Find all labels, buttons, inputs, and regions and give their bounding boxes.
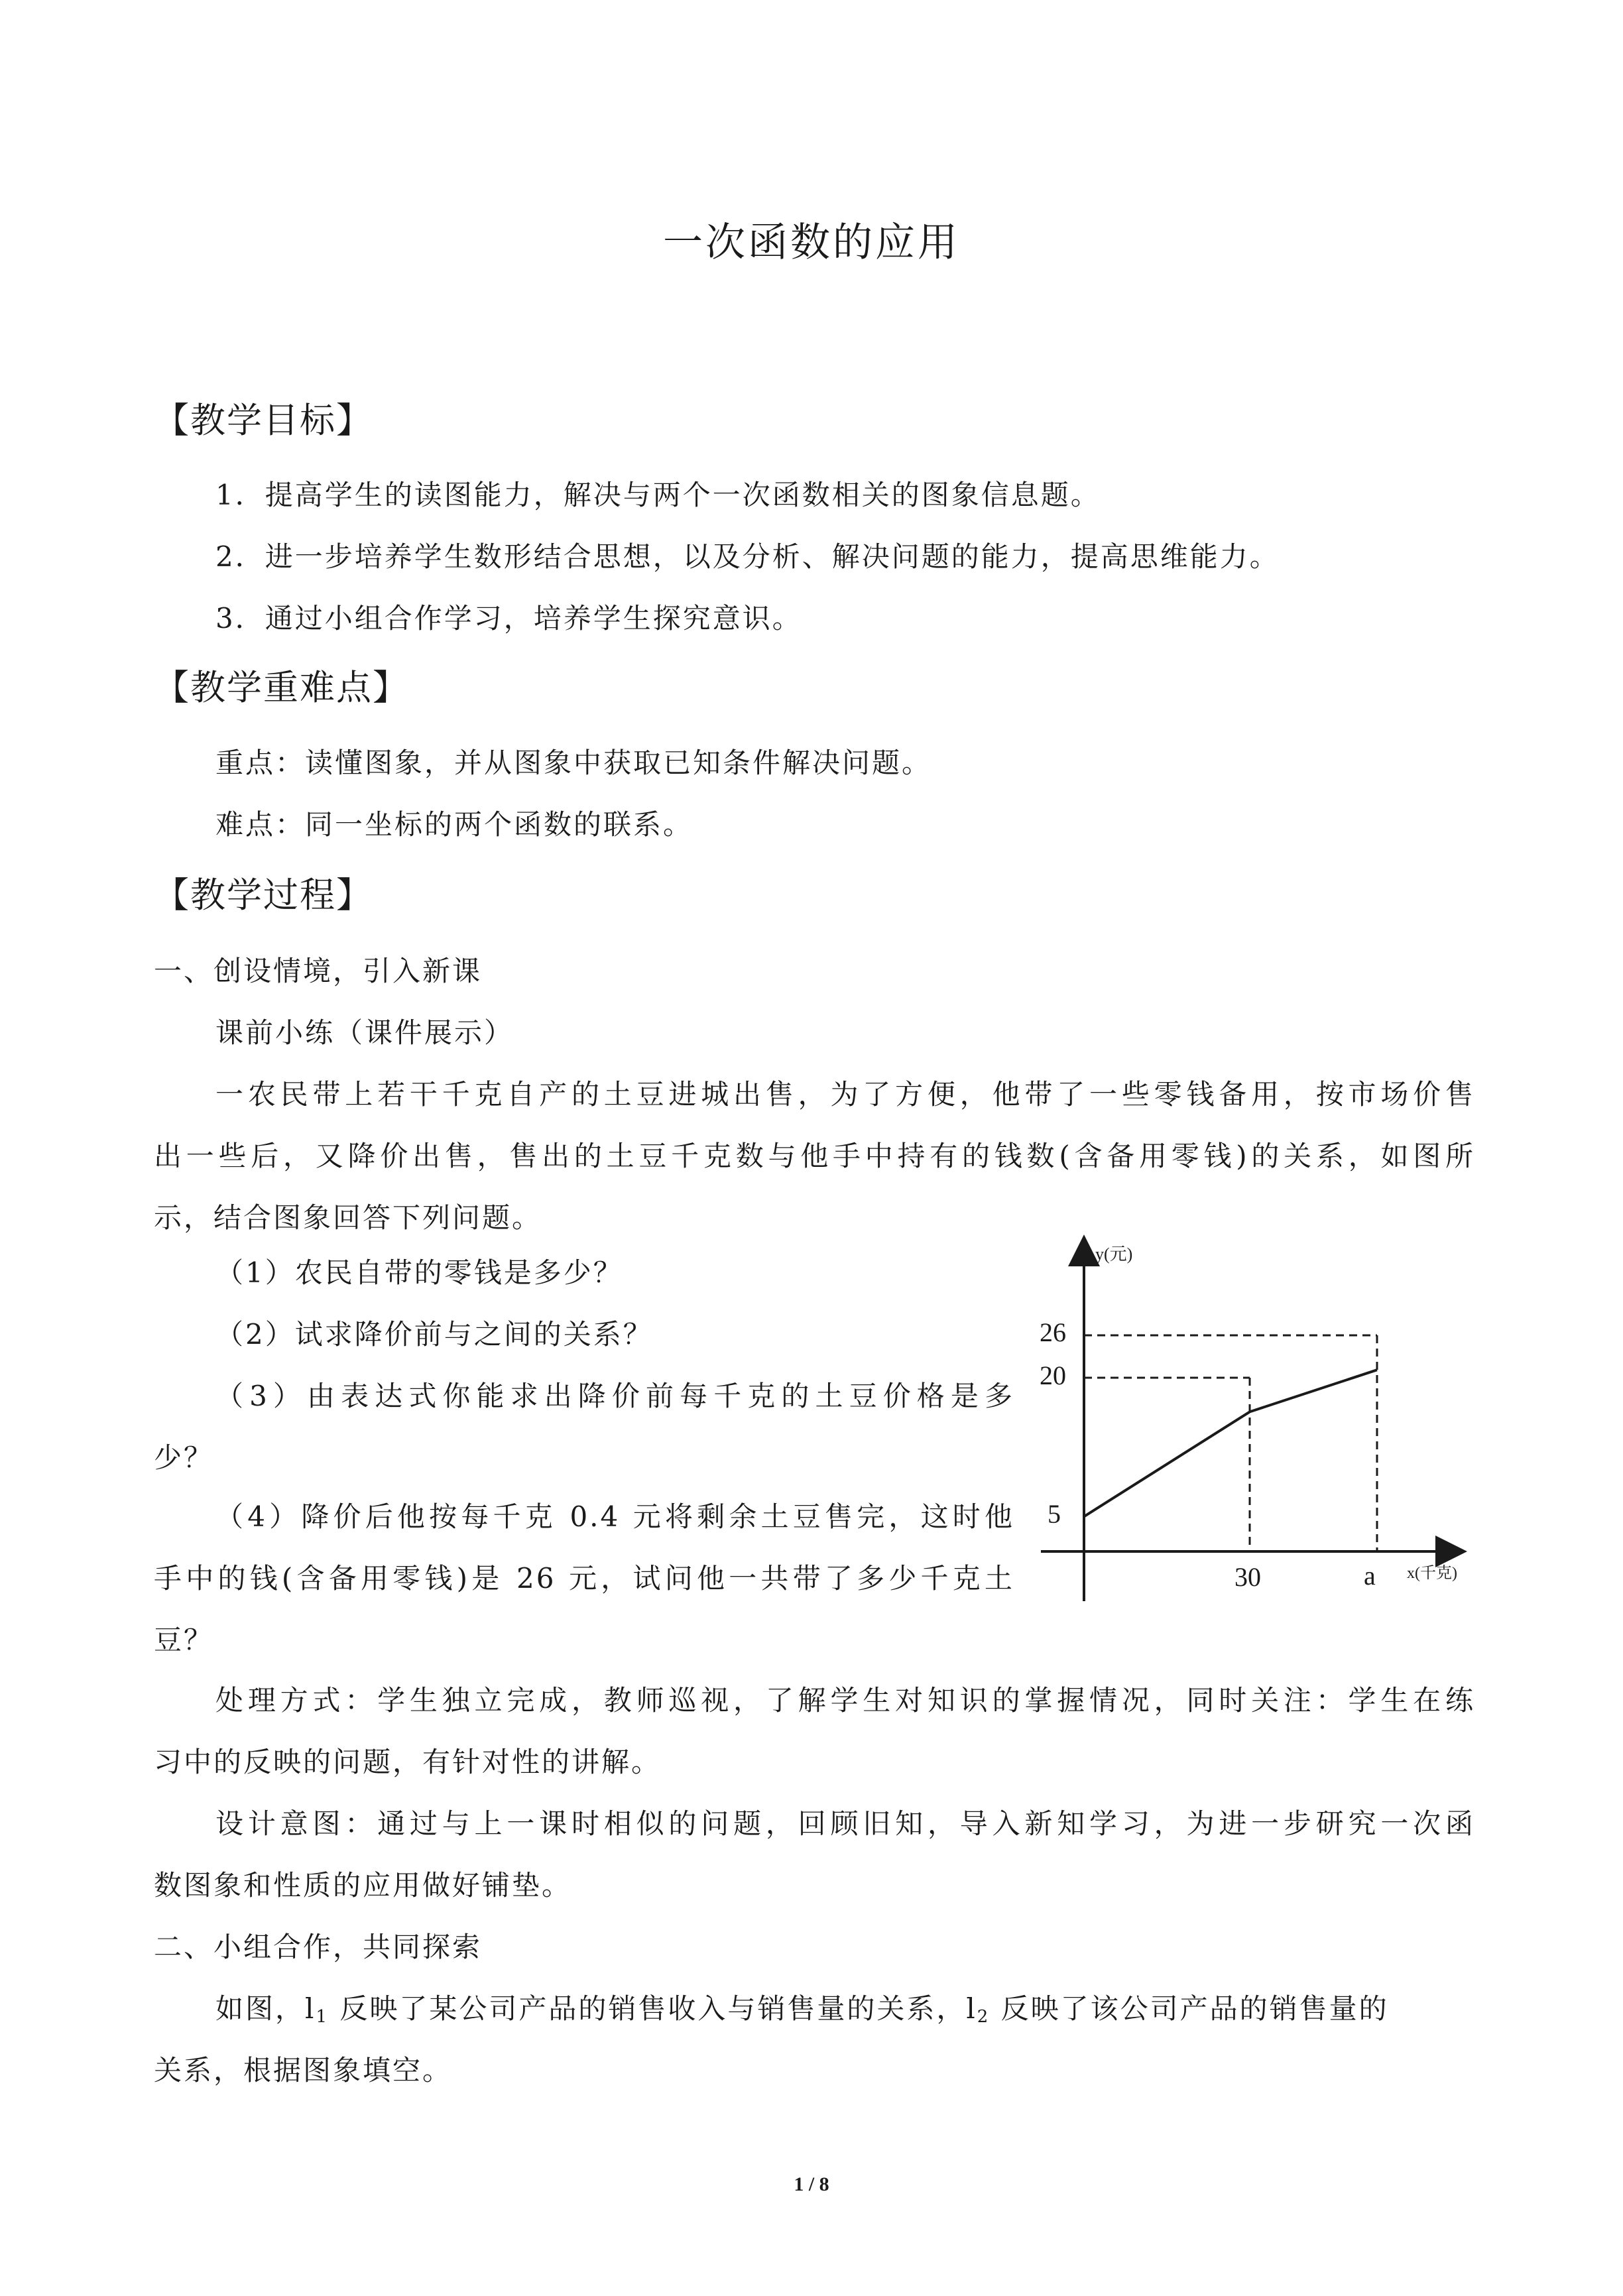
key-point: 重点：读懂图象，并从图象中获取已知条件解决问题。 (215, 747, 932, 779)
problem-line-1: 一农民带上若干千克自产的土豆进城出售，为了方便，他带了一些零钱备用，按市场价售 (215, 1078, 1475, 1111)
question-4-line-1: （4）降价后他按每千克 0.4 元将剩余土豆售完，这时他 (215, 1500, 1014, 1533)
intent-line-2: 数图象和性质的应用做好铺垫。 (154, 1869, 572, 1902)
function-graph (1034, 1233, 1485, 1618)
goal-item-2: 2．进一步培养学生数形结合思想，以及分析、解决问题的能力，提高思维能力。 (215, 540, 1280, 573)
part2-title: 二、小组合作，共同探索 (154, 1931, 483, 1963)
x-axis-label: x(千克) (1407, 1565, 1457, 1582)
question-2: （2）试求降价前与之间的关系？ (215, 1318, 653, 1351)
x-tick-a: a (1364, 1561, 1376, 1591)
method-line-2: 习中的反映的问题，有针对性的讲解。 (154, 1746, 662, 1778)
part1-title: 一、创设情境，引入新课 (154, 955, 483, 987)
question-1: （1）农民自带的零钱是多少？ (215, 1256, 623, 1289)
intent-line-1: 设计意图：通过与上一课时相似的问题，回顾旧知，导入新知学习，为进一步研究一次函 (215, 1807, 1475, 1840)
section-heading-goals: 【教学目标】 (154, 400, 373, 441)
question-3-line-2: 少？ (154, 1441, 214, 1474)
question-4-line-3: 豆？ (154, 1624, 214, 1656)
x-tick-30: 30 (1234, 1562, 1261, 1592)
y-tick-26: 26 (1040, 1317, 1066, 1347)
problem-line-2: 出一些后，又降价出售，售出的土豆千克数与他手中持有的钱数(含备用零钱)的关系，如图所 (154, 1140, 1475, 1172)
problem-line-3: 示，结合图象回答下列问题。 (154, 1201, 542, 1234)
page-title: 一次函数的应用 (663, 219, 960, 266)
y-axis-label: y(元) (1095, 1244, 1133, 1264)
question-3-line-1: （3）由表达式你能求出降价前每千克的土豆价格是多 (215, 1380, 1014, 1412)
method-line-1: 处理方式：学生独立完成，教师巡视，了解学生对知识的掌握情况，同时关注：学生在练 (215, 1684, 1475, 1717)
series-line (1084, 1370, 1377, 1516)
section-heading-key-points: 【教学重难点】 (154, 668, 409, 708)
question-4-line-2: 手中的钱(含备用零钱)是 26 元，试问他一共带了多少千克土 (154, 1562, 1014, 1595)
goal-item-1: 1．提高学生的读图能力，解决与两个一次函数相关的图象信息题。 (215, 479, 1101, 511)
difficult-point: 难点：同一坐标的两个函数的联系。 (215, 808, 693, 841)
page-number: 1 / 8 (794, 2173, 829, 2195)
y-tick-20: 20 (1040, 1360, 1066, 1390)
goal-item-3: 3．通过小组合作学习，培养学生探究意识。 (215, 602, 802, 634)
part2-line-1: 如图，$l_1$ 反映了某公司产品的销售收入与销售量的关系，$l_2$ 反映了该公司产品的销售量的 (215, 1992, 1389, 2027)
part1-subtitle: 课前小练（课件展示） (215, 1016, 514, 1049)
section-heading-process: 【教学过程】 (154, 875, 373, 916)
y-tick-5: 5 (1048, 1499, 1061, 1529)
part2-line-2: 关系，根据图象填空。 (154, 2054, 453, 2086)
